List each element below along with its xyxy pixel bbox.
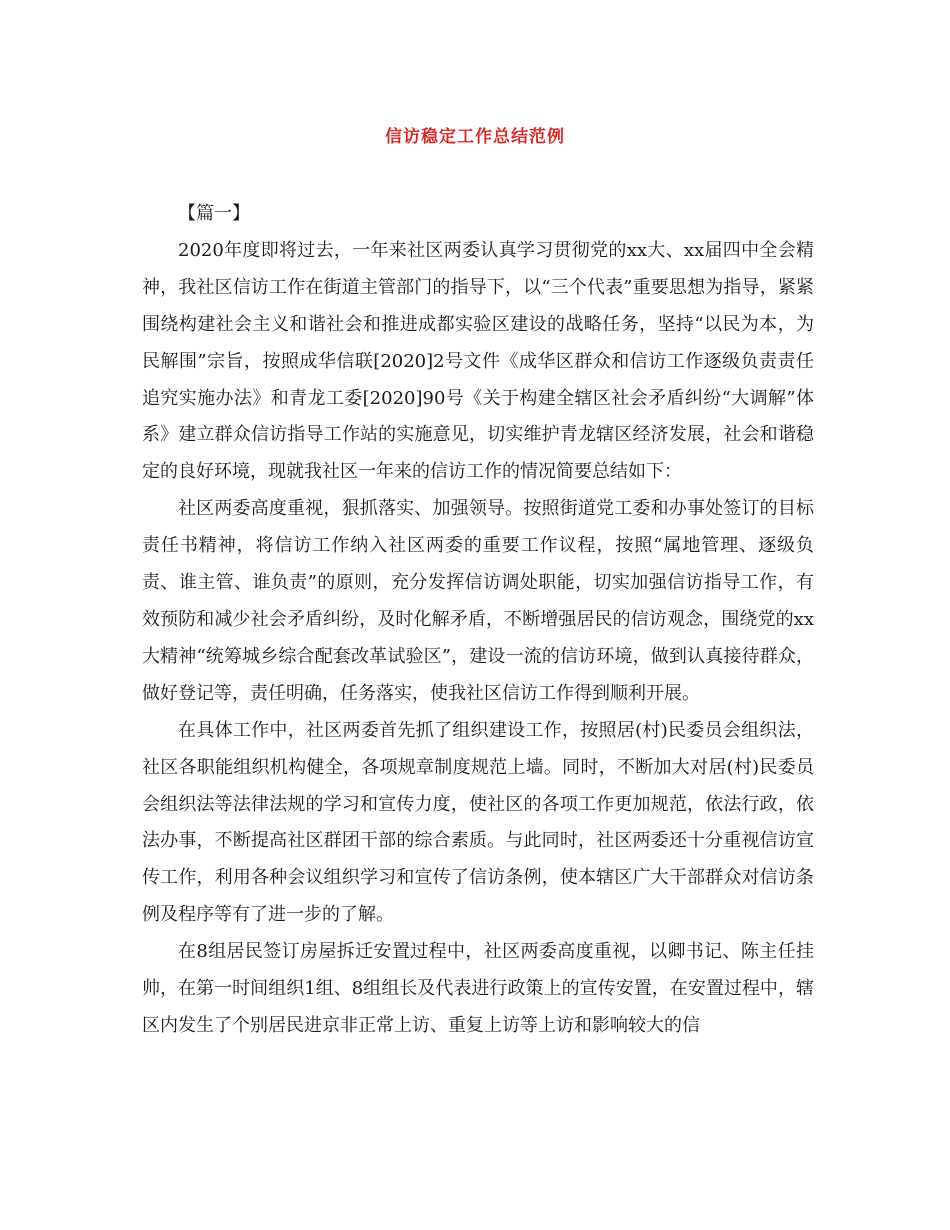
section-label: 【篇一】 [178,203,250,224]
paragraph-2: 社区两委高度重视，狠抓落实、加强领导。按照街道党工委和办事处签订的目标责任书精神，将信访工作纳入社区两委的重要工作议程，按照“属地管理、逐级负责、谁主管、谁负责”的原则，充分发挥信访调处职能，切实加强信访指导工作，有效预防和减少社会矛盾纠纷，及时化解矛盾，不断增强居民的信访观念，围绕党的xx大精神“统筹城乡综合配套改革试验区”，建设一流的信访环境，做到认真接待群众，做好登记等，责任明确，任务落实，使我社区信访工作得到顺利开展。 [142,498,814,704]
paragraph-1: 2020年度即将过去，一年来社区两委认真学习贯彻党的xx大、xx届四中全会精神，我社区信访工作在街道主管部门的指导下，以“三个代表”重要思想为指导，紧紧围绕构建社会主义和谐社会和推进成都实验区建设的战略任务，坚持“以民为本，为民解围”宗旨，按照成华信联[2020]2号文件《成华区群众和信访工作逐级负责责任追究实施办法》和青龙工委[2020]90号《关于构建全辖区社会矛盾纠纷“大调解”体系》建立群众信访指导工作站的实施意见，切实维护青龙辖区经济发展，社会和谐稳定的良好环境，现就我社区一年来的信访工作的情况简要总结如下： [142,239,814,483]
paragraph-3: 在具体工作中，社区两委首先抓了组织建设工作，按照居(村)民委员会组织法，社区各职能组织机构健全，各项规章制度规范上墙。同时，不断加大对居(村)民委员会组织法等法律法规的学习和宣传力度，使社区的各项工作更加规范，依法行政，依法办事，不断提高社区群团干部的综合素质。与此同时，社区两委还十分重视信访宣传工作，利用各种会议组织学习和宣传了信访条例，使本辖区广大干部群众对信访条例及程序等有了进一步的了解。 [142,719,814,926]
document-title: 信访稳定工作总结范例 [385,127,565,147]
document-body [142,196,814,1045]
paragraph-4: 在8组居民签订房屋拆迁安置过程中，社区两委高度重视，以卿书记、陈主任挂帅，在第一时间组织1组、8组组长及代表进行政策上的宣传安置，在安置过程中，辖区内发生了个别居民进京非正常上访、重复上访等上访和影响较大的信 [142,941,814,1036]
